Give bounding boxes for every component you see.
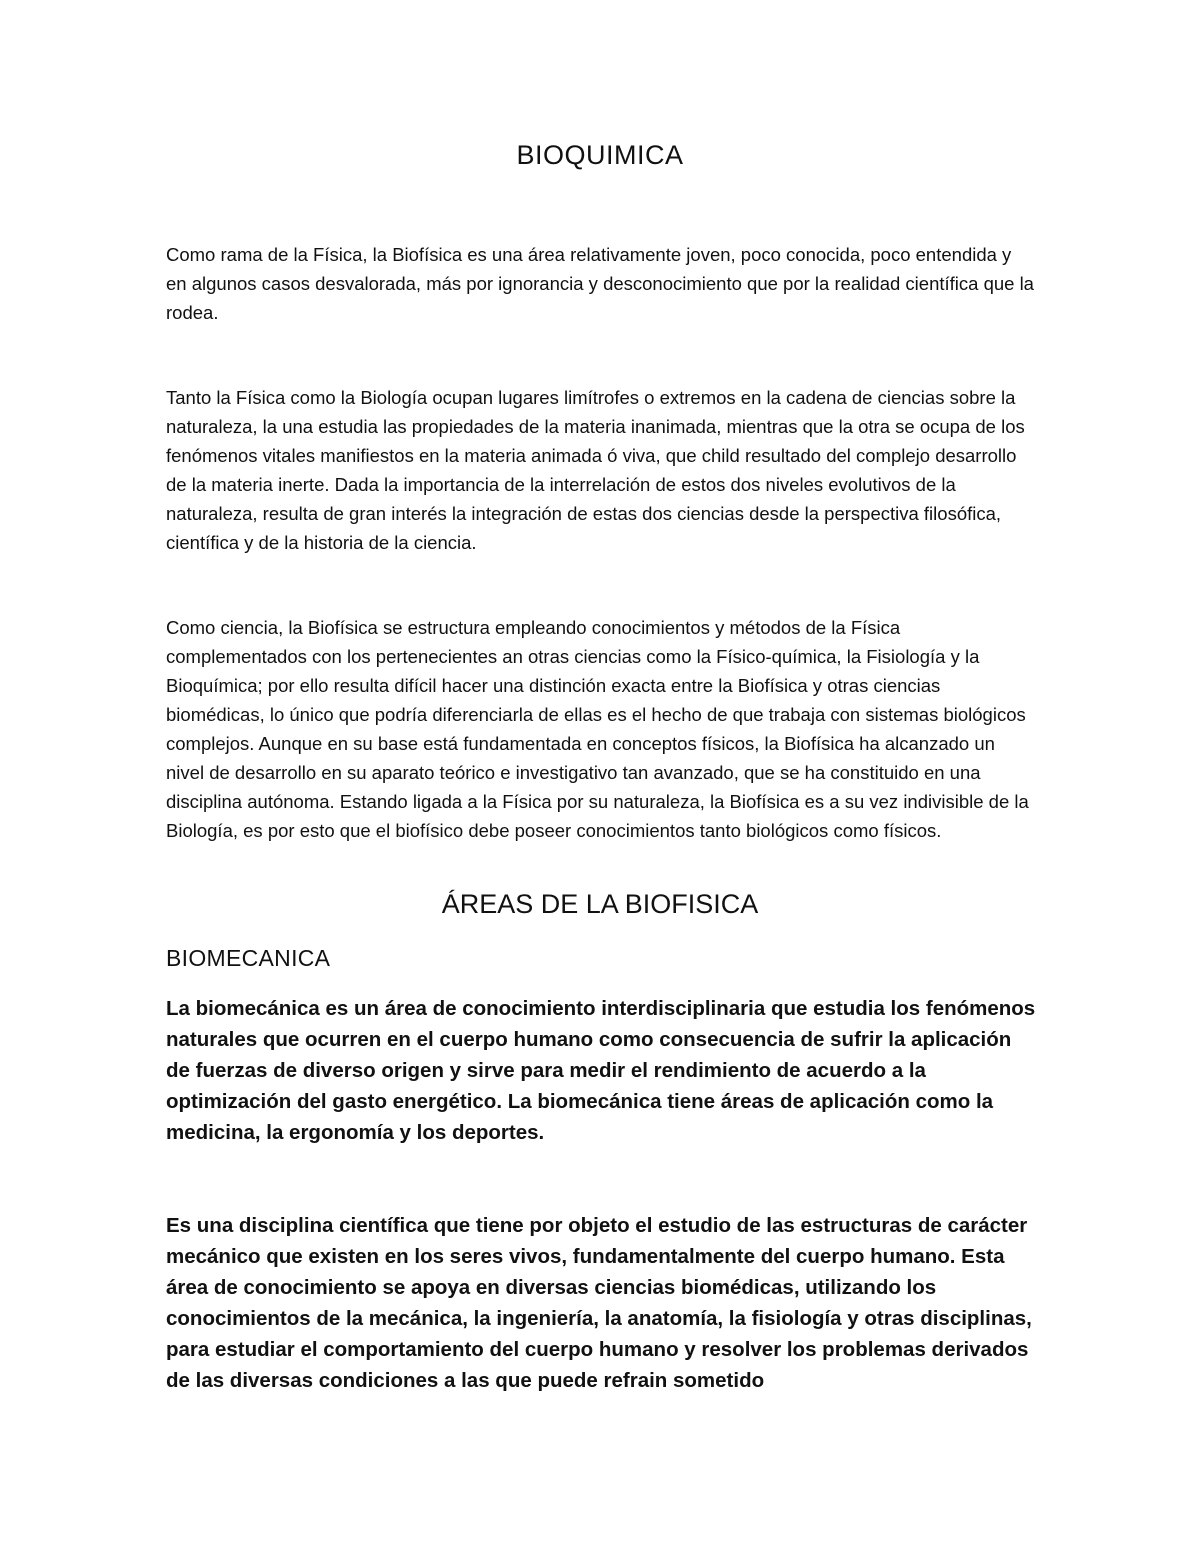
paragraph-biophysics-science: Como ciencia, la Biofísica se estructura empleando conocimientos y métodos de la Física complementados con los pertenecientes an otras ciencias como la Físico-química, la Fisiología y la Bioquímica; por ello resulta difícil hacer una distinción exacta entre la Biofísica y otras ciencias biomédicas, lo único que podría diferenciarla de ellas es el hecho de que trabaja con sistemas biológicos complejos. Aunque en su base está fundamentada en conceptos físicos, la Biofísica ha alcanzado un nivel de desarrollo en su aparato teórico e investigativo tan avanzado, que se ha constituido en una disciplina autónoma. Estando ligada a la Física por su naturaleza, la Biofísica es a su vez indivisible de la Biología, es por esto que el biofísico debe poseer conocimientos tanto biológicos como físicos. [166,617,1029,841]
paragraph-biomechanics-discipline: Es una disciplina científica que tiene por objeto el estudio de las estructuras de carácter mecánico que existen en los seres vivos, fundamentalmente del cuerpo humano. Esta área de conocimiento se apoya en diversas ciencias biomédicas, utilizando los conocimientos de la mecánica, la ingeniería, la anatomía, la fisiología y otras disciplinas, para estudiar el comportamiento del cuerpo humano y resolver los problemas derivados de las diversas condiciones a las que puede refrain sometido [166,1214,1032,1392]
subheading-biomecanica: BIOMECANICA [166,945,331,971]
document-title: BIOQUIMICA [516,140,684,170]
paragraph-intro: Como rama de la Física, la Biofísica es una área relativamente joven, poco conocida, poco entendida y en algunos casos desvalorada, más por ignorancia y desconocimiento que por la realidad científica que la rodea. [166,244,1034,323]
section-title: ÁREAS DE LA BIOFISICA [441,889,759,919]
paragraph-biomechanics-definition: La biomecánica es un área de conocimiento interdisciplinaria que estudia los fenómenos naturales que ocurren en el cuerpo humano como consecuencia de sufrir la aplicación de fuerzas de diverso origen y sirve para medir el rendimiento de acuerdo a la optimización del gasto energético. La biomecánica tiene áreas de aplicación como la medicina, la ergonomía y los deportes. [166,997,1036,1144]
paragraph-physics-biology: Tanto la Física como la Biología ocupan lugares limítrofes o extremos en la cadena de ciencias sobre la naturaleza, la una estudia las propiedades de la materia inanimada, mientras que la otra se ocupa de los fenómenos vitales manifiestos en la materia animada ó viva, que child resultado del complejo desarrollo de la materia inerte. Dada la importancia de la interrelación de estos dos niveles evolutivos de la naturaleza, resulta de gran interés la integración de estas dos ciencias desde la perspectiva filosófica, científica y de la historia de la ciencia. [166,387,1025,553]
